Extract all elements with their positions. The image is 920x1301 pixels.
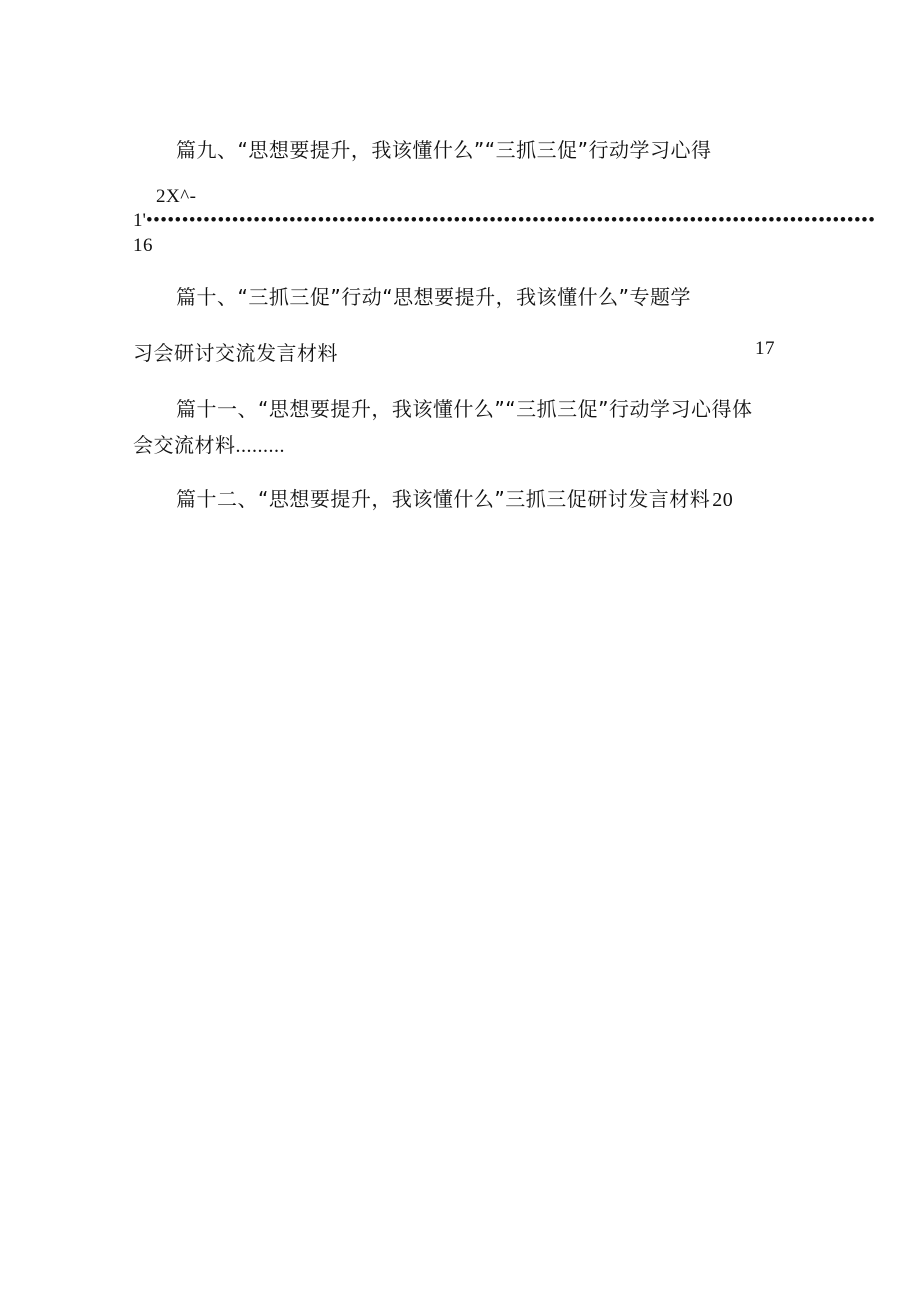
toc-entry-12-page-number: 20: [712, 489, 734, 511]
toc-entry-9-title[interactable]: 篇九、“思想要提升，我该懂什么”“三抓三促”行动学习心得: [176, 138, 712, 162]
toc-entry-10-title-line2[interactable]: 习会研讨交流发言材料: [133, 341, 338, 365]
toc-entry-12-row[interactable]: [176, 487, 733, 512]
toc-entry-9-fragment: 2X^-: [156, 186, 197, 207]
toc-entry-11-title-line1[interactable]: 篇十一、“思想要提升，我该懂什么”“三抓三促”行动学习心得体: [176, 397, 753, 421]
toc-entry-9-leader-line: [133, 210, 876, 231]
toc-entry-10-title-line1[interactable]: 篇十、“三抓三促”行动“思想要提升，我该懂什么”专题学: [176, 285, 691, 309]
toc-entry-11-leader: .........: [235, 435, 285, 457]
toc-entry-11-title-line2[interactable]: [133, 433, 285, 458]
toc-entry-9-leader: ••••••••••••••••••••••••••••••••••••••••••••••••••••••••••••••••••••••••••••••••••••••••••••••••••••••: [145, 210, 876, 231]
toc-entry-11-title-text: 会交流材料: [133, 433, 236, 457]
toc-entry-12-title: 篇十二、“思想要提升，我该懂什么”三抓三促研讨发言材料: [176, 487, 711, 511]
toc-entry-9-fragment-b: 1': [133, 210, 146, 231]
toc-entry-10-page-number[interactable]: 17: [755, 338, 775, 359]
toc-entry-9-page-number[interactable]: 16: [133, 235, 153, 256]
